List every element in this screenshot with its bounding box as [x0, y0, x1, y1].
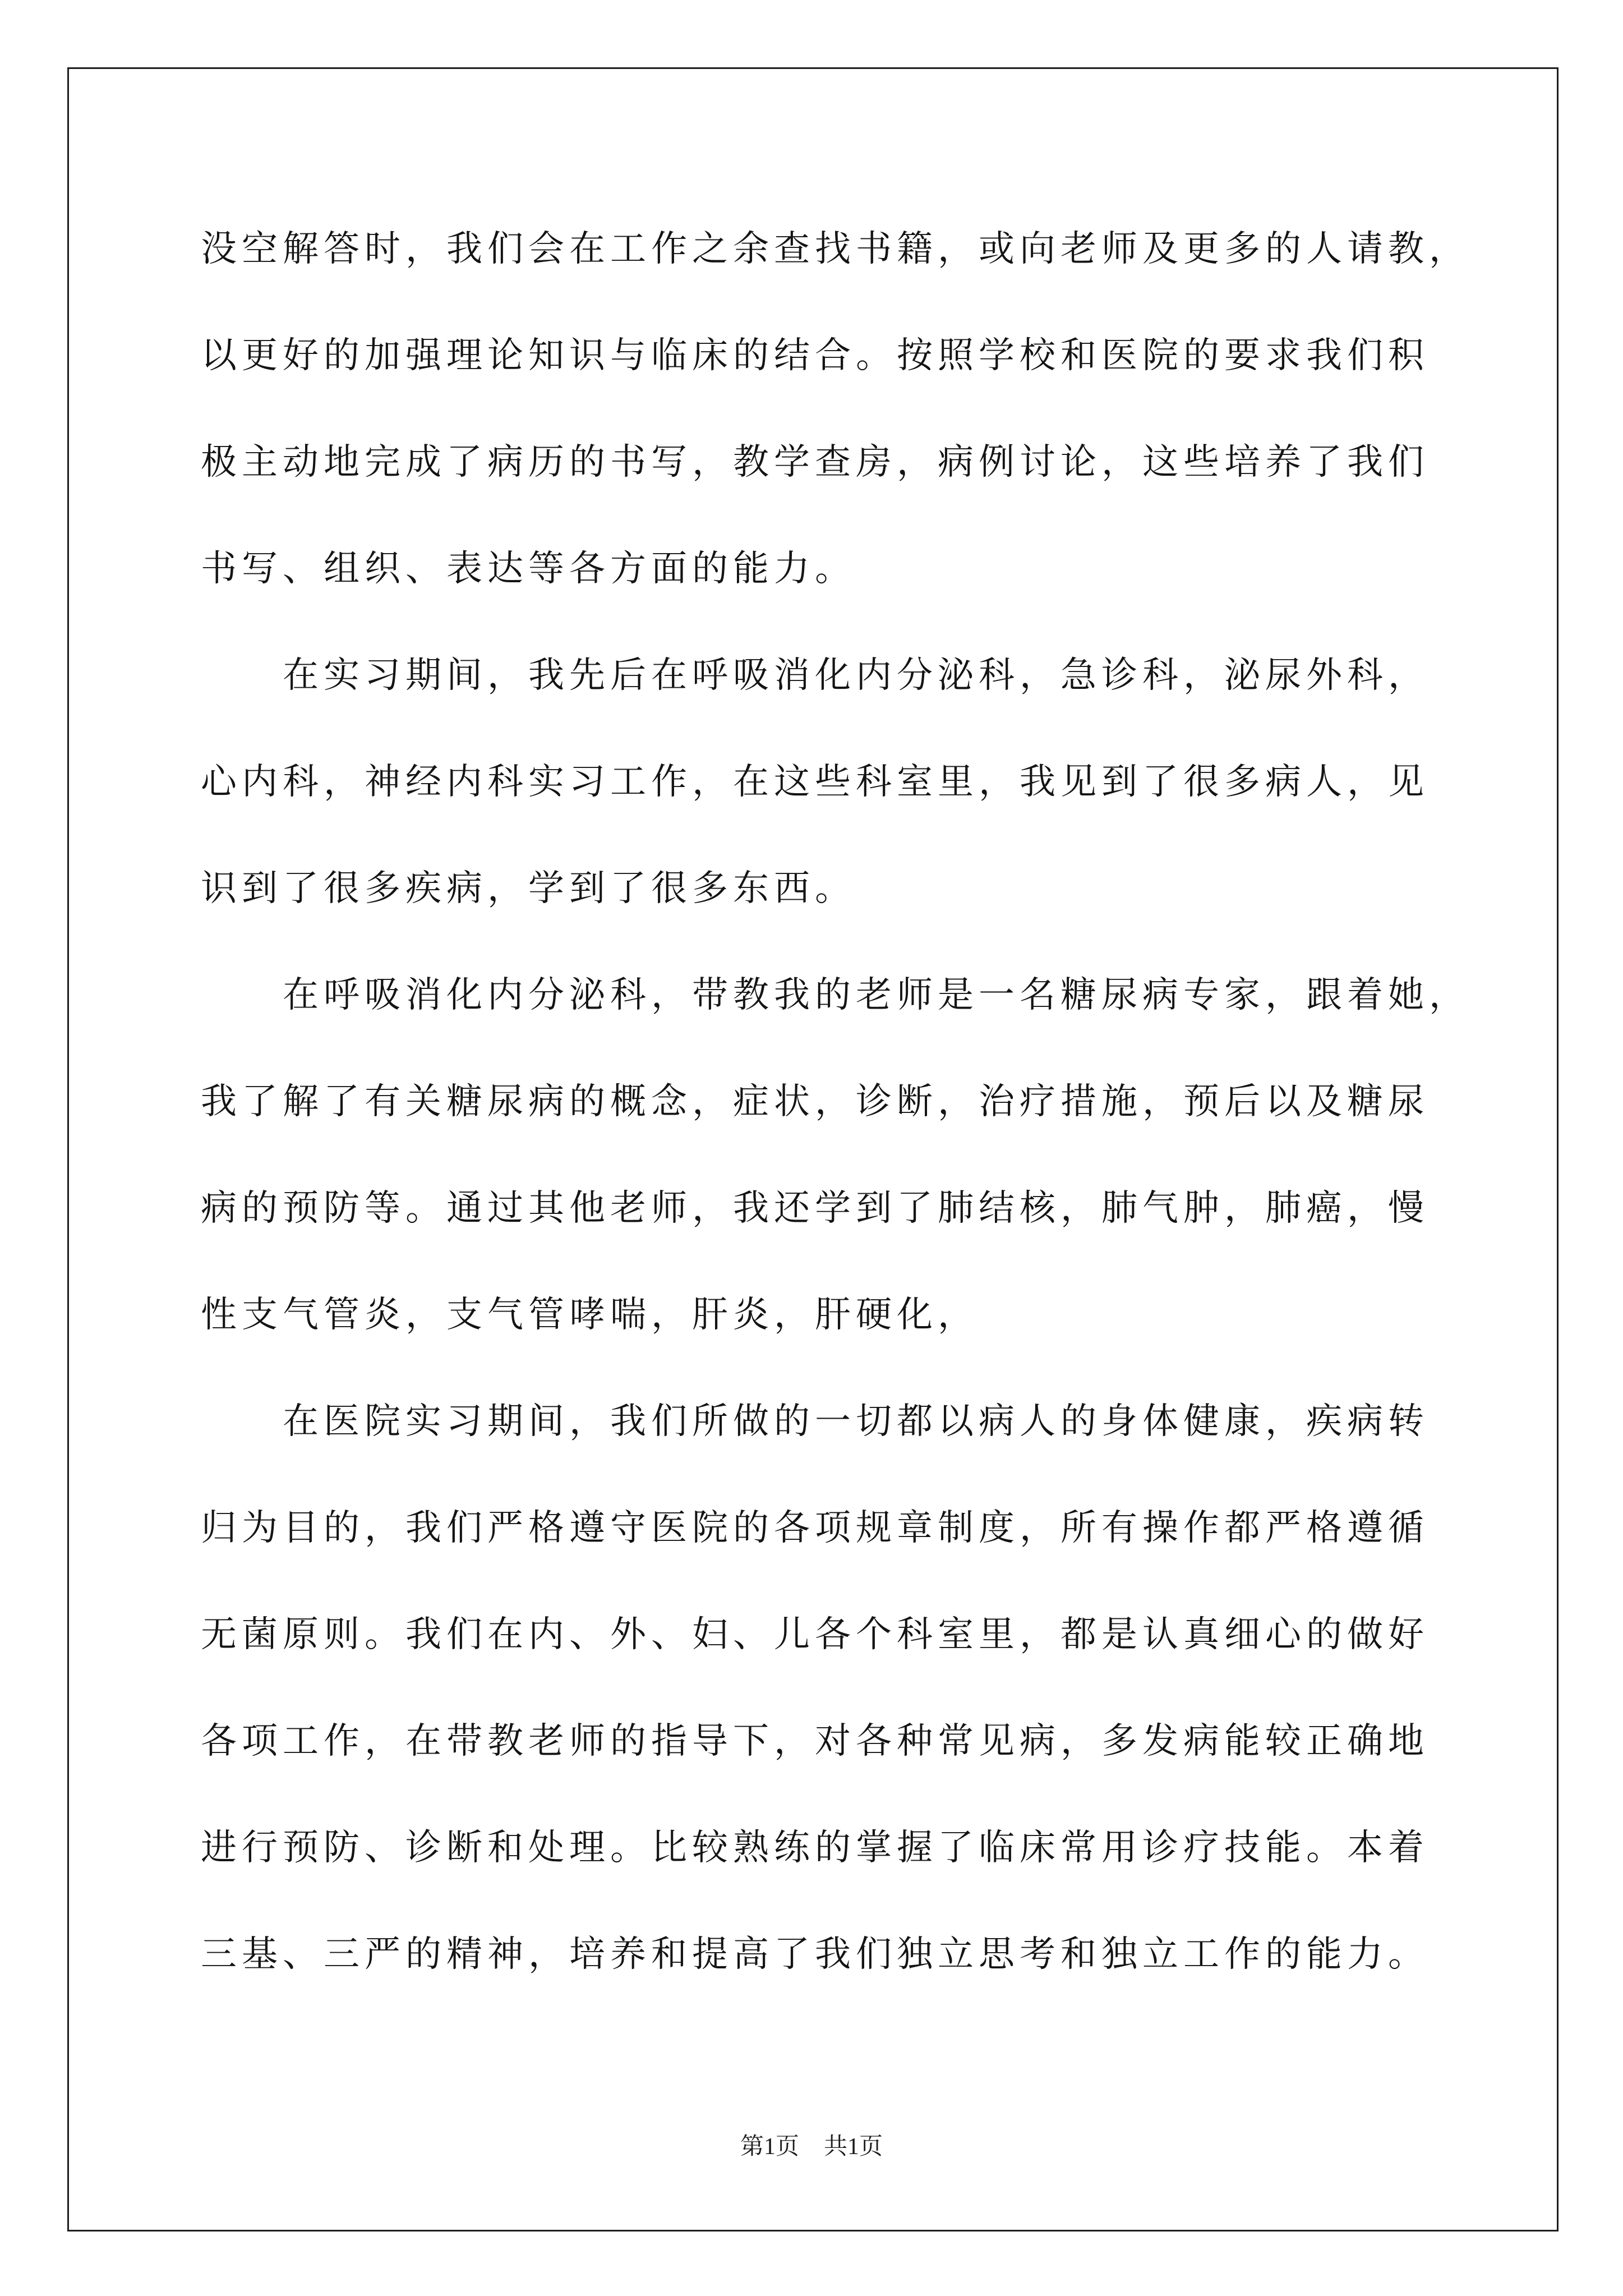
text-line: 在呼吸消化内分泌科，带教我的老师是一名糖尿病专家，跟着她，: [283, 974, 1470, 1016]
text-line: 以更好的加强理论知识与临床的结合。按照学校和医院的要求我们积: [201, 335, 1429, 376]
paragraph: [201, 942, 1536, 1368]
text-line: 无菌原则。我们在内、外、妇、儿各个科室里，都是认真细心的做好: [201, 1614, 1429, 1655]
paragraph: [201, 196, 1536, 622]
text-line: 性支气管炎，支气管哮喘，肝炎，肝硬化，: [201, 1294, 979, 1336]
total-pages-label: 共1页: [824, 2134, 883, 2160]
text-line: 书写、组织、表达等各方面的能力。: [201, 548, 856, 590]
text-line: 心内科，神经内科实习工作，在这些科室里，我见到了很多病人，见: [201, 761, 1429, 803]
text-line: 没空解答时，我们会在工作之余查找书籍，或向老师及更多的人请教，: [201, 228, 1470, 270]
paragraph: [201, 622, 1536, 942]
text-line: 识到了很多疾病，学到了很多东西。: [201, 868, 856, 909]
paragraph: [201, 1368, 1536, 2008]
text-line: 三基、三严的精神，培养和提高了我们独立思考和独立工作的能力。: [201, 1934, 1429, 1975]
document-body: [201, 196, 1536, 2008]
text-line: 我了解了有关糖尿病的概念，症状，诊断，治疗措施，预后以及糖尿: [201, 1081, 1429, 1122]
text-line: 各项工作，在带教老师的指导下，对各种常见病，多发病能较正确地: [201, 1720, 1429, 1762]
page-footer: [0, 2130, 1623, 2164]
text-line: 在医院实习期间，我们所做的一切都以病人的身体健康，疾病转: [283, 1401, 1429, 1442]
text-line: 在实习期间，我先后在呼吸消化内分泌科，急诊科，泌尿外科，: [283, 655, 1429, 696]
text-line: 极主动地完成了病历的书写，教学查房，病例讨论，这些培养了我们: [201, 441, 1429, 483]
text-line: 归为目的，我们严格遵守医院的各项规章制度，所有操作都严格遵循: [201, 1507, 1429, 1549]
text-line: 病的预防等。通过其他老师，我还学到了肺结核，肺气肿，肺癌，慢: [201, 1188, 1429, 1229]
text-line: 进行预防、诊断和处理。比较熟练的掌握了临床常用诊疗技能。本着: [201, 1827, 1429, 1869]
current-page-label: 第1页: [740, 2134, 799, 2160]
